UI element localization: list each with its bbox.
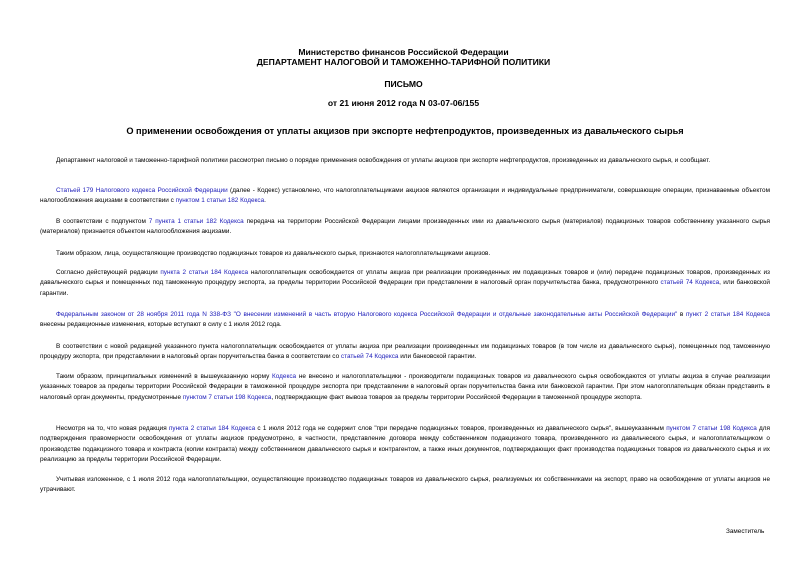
paragraph-text: для подтверждения правомерности освобождения от уплаты акцизов предусмотрено, в частности, представление договора между собственником подакцизного товара, произведенного из давальческого сырья, и налогоплательщиком о производстве подакцизного товара и контракта (копии контракта) между собственником давальческого сырья и контрагентом, а также иных документов, подтверждающих факт производства подакцизных товаров из давальческого сырья и их реализацию за пределы территории Российской Федерации. <box>40 425 770 464</box>
link-article-182-p1[interactable]: пунктом 1 статьи 182 Кодекса <box>175 197 265 205</box>
document-date-number: от 21 июня 2012 года N 03-07-06/155 <box>327 98 480 108</box>
paragraph-1: Департамент налоговой и таможенно-тарифной политики рассмотрел письмо о порядке применения освобождения от уплаты акцизов при экспорте нефтепродуктов, произведенных из давальческого сырья, и сообщает. <box>56 157 711 164</box>
paragraph-text: передача на территории Российской Федерации лицами произведенных ими из давальческого сырья (материалов) подакцизных товаров собственнику указанного сырья (материалов) признается объектом налогообложения акцизами. <box>40 218 771 236</box>
paragraph-6 <box>40 310 770 331</box>
paragraph-text: в <box>677 311 686 318</box>
link-article-198-p7[interactable]: пунктом 7 статьи 198 Кодекса <box>666 425 757 432</box>
link-article-182-p7[interactable]: 7 пункта 1 статьи 182 Кодекса <box>148 218 244 225</box>
link-article-184-p2[interactable]: пункта 2 статьи 184 Кодекса <box>168 425 256 432</box>
paragraph-text: налогоплательщик освобождается от уплаты акциза при реализации произведенных им подакцизных товаров и (или) передаче подакцизных товаров, произведенных из давальческого сырья и помещенных под таможенную процедуру экспорта, за пределы территории Российской Федерации при представлении в налоговый орган поручительства банка, предусмотренного <box>40 269 770 287</box>
paragraph-text: или банковской гарантии. <box>398 353 477 361</box>
link-article-179[interactable]: Статьей 179 Налогового кодекса Российской Федерации <box>56 187 228 194</box>
paragraph-7 <box>40 342 770 363</box>
link-article-184-p2[interactable]: пункт 2 статьи 184 Кодекса <box>685 311 770 318</box>
link-article-74[interactable]: статьей 74 Кодекса <box>340 353 399 361</box>
department-name: ДЕПАРТАМЕНТ НАЛОГОВОЙ И ТАМОЖЕННО-ТАРИФНОЙ ПОЛИТИКИ <box>256 57 551 67</box>
paragraph-text: Таким образом, принципиальных изменений в вышеуказанную норму <box>56 373 273 380</box>
link-federal-law-338[interactable]: Федеральным законом от 28 ноября 2011 года N 338-ФЗ "О внесении изменений в часть вторую Налогового кодекса Российской Федерации и отдельные законодательные акты Российской Федерации" <box>56 311 678 318</box>
document-title: О применении освобождения от уплаты акцизов при экспорте нефтепродуктов, произведенных из давальческого сырья <box>126 126 684 136</box>
paragraph-text: , подтверждающие факт вывоза товаров за пределы территории Российской Федерации в таможенной процедуре экспорта. <box>271 393 642 401</box>
link-article-198-p7[interactable]: пунктом 7 статьи 198 Кодекса <box>182 393 272 401</box>
paragraph-2 <box>40 186 770 207</box>
paragraph-text: Согласно действующей редакции <box>56 269 161 276</box>
paragraph-text: (далее - Кодекс) установлено, что налогоплательщиками акцизов являются организации и индивидуальные предприниматели, совершающие операции, признаваемые объектом налогообложения акцизами в соответствии с <box>40 187 770 205</box>
link-article-184-p2[interactable]: пункта 2 статьи 184 Кодекса <box>160 269 249 276</box>
paragraph-10: Учитывая изложенное, с 1 июля 2012 года налогоплательщики, осуществляющие производство подакцизных товаров из давальческого сырья, реализуемых их собственниками на экспорт, право на освобождение от уплаты акцизов не утрачивают. <box>40 476 770 494</box>
link-article-74[interactable]: статьей 74 Кодекса <box>660 279 720 287</box>
paragraph-text: . <box>264 197 266 205</box>
paragraph-text: В соответствии с подпунктом <box>56 218 149 225</box>
paragraph-text: Несмотря на то, что новая редакция <box>56 425 169 432</box>
paragraph-3 <box>40 217 770 238</box>
paragraph-8 <box>40 372 770 403</box>
paragraph-5 <box>40 268 770 299</box>
paragraph-text: внесены редакционные изменения, которые вступают в силу с 1 июля 2012 года. <box>40 321 282 329</box>
ministry-name: Министерство финансов Российской Федерации <box>298 47 509 57</box>
paragraph-4: Таким образом, лица, осуществляющие производство подакцизных товаров из давальческого сырья, признаются налогоплательщиками акцизов. <box>56 250 491 257</box>
paragraph-text: , или банковской гарантии. <box>40 279 770 297</box>
paragraph-9 <box>40 424 770 466</box>
paragraph-text: не внесено и налогоплательщики - производители подакцизных товаров из давальческого сырья освобождаются от уплаты акциза в случае реализации указанных товаров за пределы территории Российской Федерации в таможенной процедуре экспорта при представлении в налоговый орган поручительства банка или банковской гарантии. При этом налогоплательщик обязан представить в налоговый орган документы, предусмотренные <box>40 373 770 401</box>
paragraph-text: с 1 июля 2012 года не содержит слов "при передаче подакцизных товаров, произведенных из давальческого сырья", вышеуказанным <box>255 425 667 432</box>
paragraph-text: В соответствии с новой редакцией указанного пункта налогоплательщик освобождается от уплаты акциза при реализации произведенных им подакцизных товаров (в том числе из давальческого сырья), помещенных под таможенную процедуру экспорта, при представлении в налоговый орган поручительства банка в соответствии со <box>40 343 770 361</box>
signature-title: Заместитель <box>726 528 765 535</box>
document-type: ПИСЬМО <box>384 79 423 89</box>
link-code[interactable]: Кодекса <box>272 373 297 380</box>
